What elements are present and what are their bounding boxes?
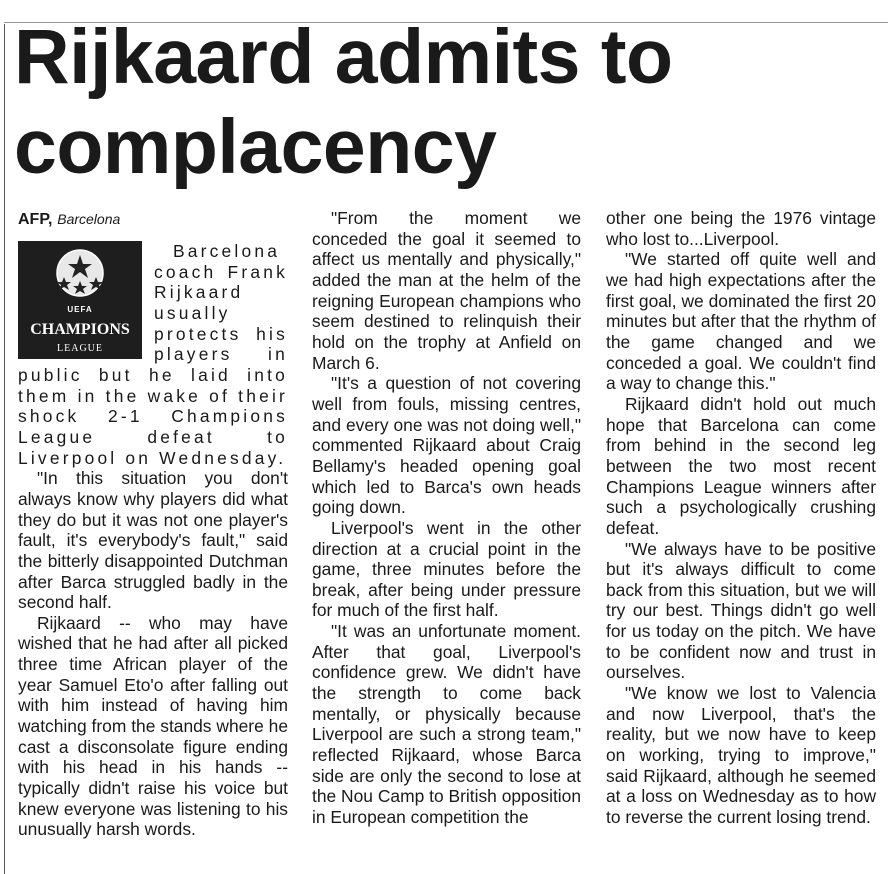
paragraph: "It's a question of not covering well from fouls, missing centres, and every one was not doing well," commented Rijkaard about Craig Bellamy's headed opening goal which led to Barca's own heads going down. (312, 373, 581, 518)
paragraph: other one being the 1976 vintage who lost to...Liverpool. (606, 208, 876, 249)
paragraph: "We always have to be positive but it's always difficult to come back from this situation, but we will try our best. Things didn't go well for us today on the pitch. We have to be confident now and trust in ourselves. (606, 538, 876, 683)
paragraph: "From the moment we conceded the goal it seemed to affect us mentally and physically," added the man at the helm of the reigning European champions who seem destined to relinquish their hold on the trophy at Anfield on March 6. (312, 208, 581, 373)
paragraph: "In this situation you don't always know why players did what they do but it was not one player's fault, it's everybody's fault," said the bitterly disappointed Dutchman after Barca struggled badly in the second half. (18, 468, 288, 613)
byline-place: Barcelona (57, 211, 121, 227)
byline-agency: AFP, (18, 211, 53, 228)
champions-league-logo (18, 241, 142, 359)
headline: Rijkaard admits to complacency (14, 14, 673, 190)
paragraph: "It was an unfortunate moment. After that goal, Liverpool's confidence grew. We didn't have the strength to come back mentally, or physically because Liverpool are such a strong team," reflected Rijkaard, whose Barca side are only the second to lose at the Nou Camp to British opposition in European competition the (312, 621, 581, 828)
paragraph: Rijkaard didn't hold out much hope that Barcelona can come from behind in the second leg between the two most recent Champions League winners after such a psychologically crushing defeat. (606, 393, 876, 538)
column-3 (606, 208, 876, 828)
paragraph: Rijkaard -- who may have wished that he had after all picked three time African player of the year Samuel Eto'o after falling out with him instead of having him watching from the stands where he cast a disconsolate figure ending with his head in his hands -- typically didn't raise his voice but knew everyone was listening to his unusually harsh words. (18, 612, 288, 840)
paragraph: "We know we lost to Valencia and now Liverpool, that's the reality, but we now have to keep on working, trying to improve," said Rijkaard, although he seemed at a loss on Wednesday as to how to reverse the current losing trend. (606, 683, 876, 828)
left-column-rule (4, 24, 5, 874)
paragraph: "We started off quite well and we had high expectations after the first goal, we dominated the first 20 minutes but after that the rhythm of the game changed and we conceded a goal. We couldn't find a way to change this." (606, 249, 876, 394)
byline (18, 205, 288, 231)
column-2 (312, 208, 581, 828)
logo-uefa-text: UEFA (67, 305, 93, 314)
paragraph: Liverpool's went in the other direction at a crucial point in the game, three minutes before the break, after being under pressure for much of the first half. (312, 517, 581, 621)
column-1 (18, 205, 288, 840)
logo-league-text: LEAGUE (57, 342, 103, 354)
starball-icon (52, 247, 108, 299)
paragraph: Barcelona coach Frank Rijkaard usually protects his players in public but he laid into them in the wake of their shock 2-1 Champions League defeat to Liverpool on Wednesday. (18, 241, 288, 468)
logo-champions-text: CHAMPIONS (30, 320, 130, 338)
